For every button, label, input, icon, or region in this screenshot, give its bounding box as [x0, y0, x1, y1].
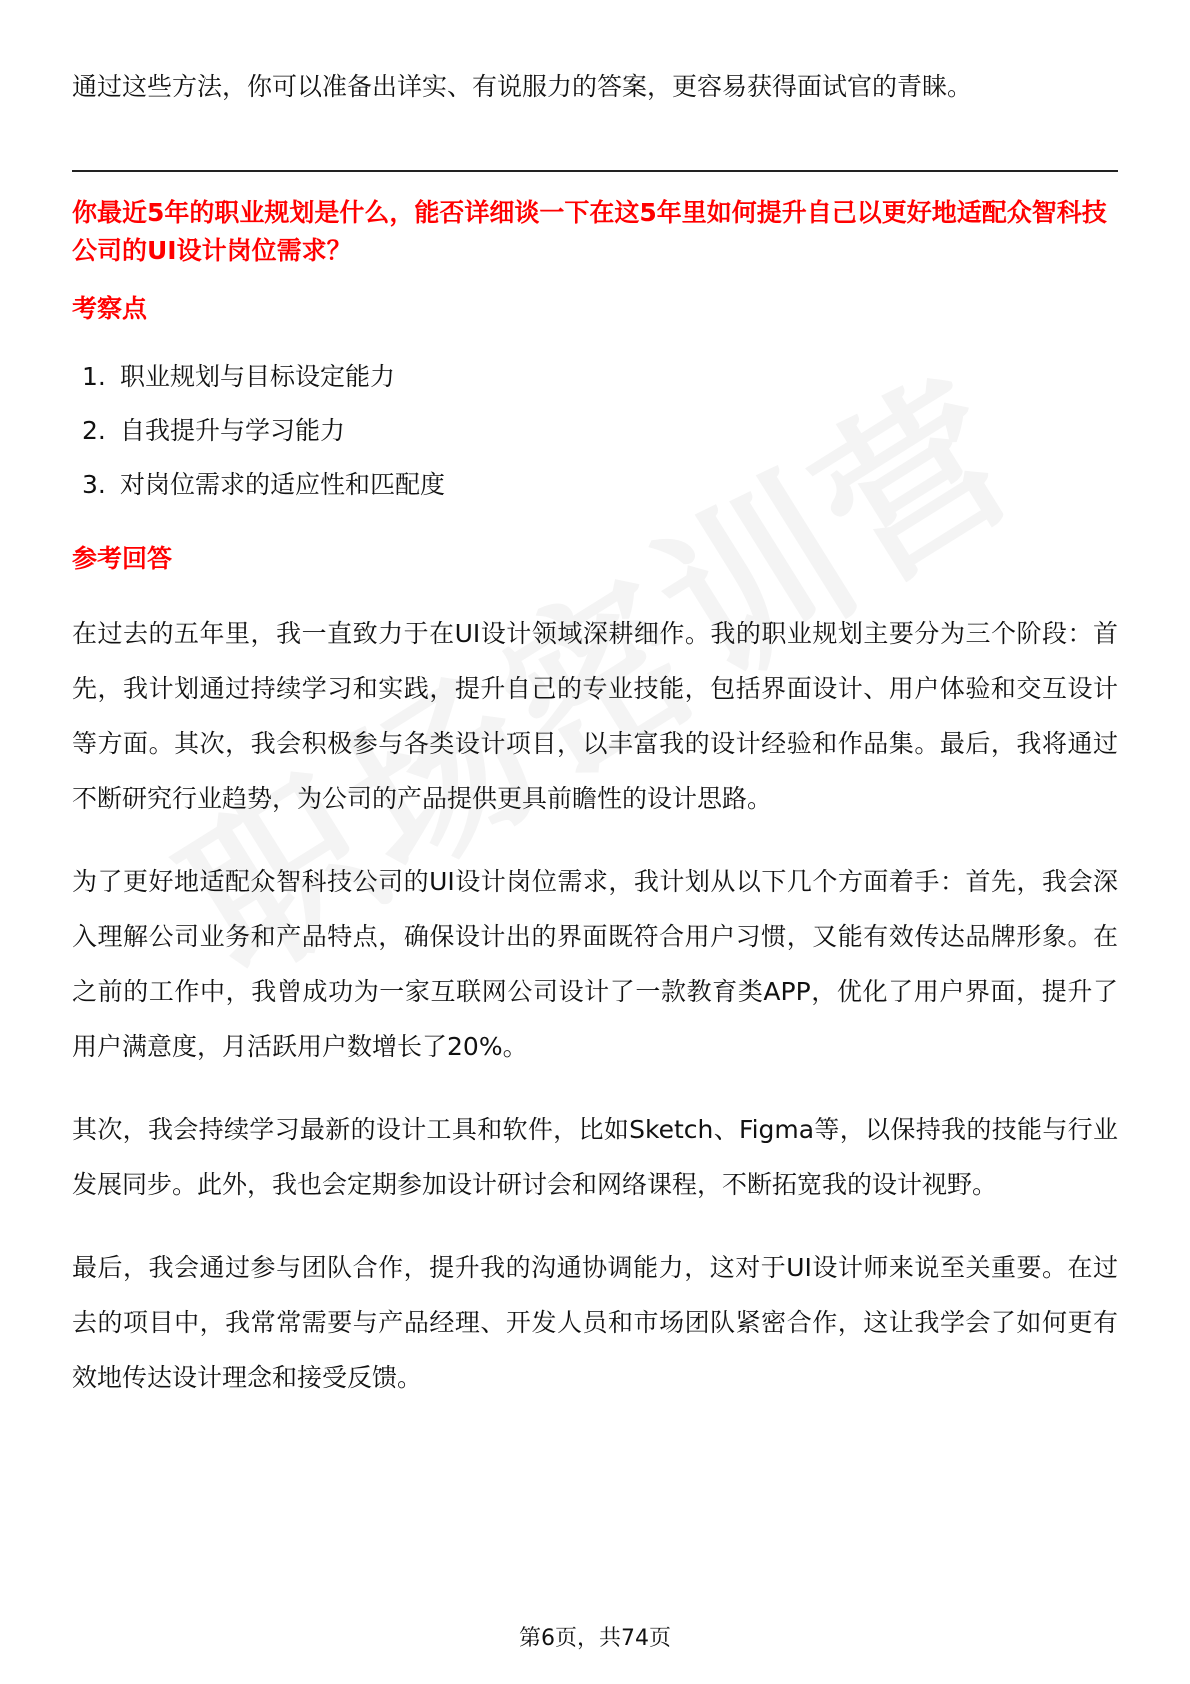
question-heading: 你最近5年的职业规划是什么，能否详细谈一下在这5年里如何提升自己以更好地适配众智科技公司的UI设计岗位需求？: [72, 198, 1107, 265]
key-points-list: [72, 350, 1118, 512]
list-number: 3.: [82, 470, 106, 499]
answer-paragraph-3: [72, 1102, 1118, 1212]
answer-paragraph-2: [72, 854, 1118, 1074]
page-footer: 第6页，共74页: [519, 1626, 671, 1651]
key-points-title: 考察点: [72, 294, 148, 323]
list-number: 1.: [82, 362, 106, 391]
list-text: 对岗位需求的适应性和匹配度: [120, 470, 446, 499]
intro-paragraph: 通过这些方法，你可以准备出详实、有说服力的答案，更容易获得面试官的青睐。: [72, 72, 973, 101]
answer-text: 其次，我会持续学习最新的设计工具和软件，比如Sketch、Figma等，以保持我的技能与行业发展同步。此外，我也会定期参加设计研讨会和网络课程，不断拓宽我的设计视野。: [72, 1115, 1118, 1199]
document-content: [72, 60, 1118, 1405]
answer-text: 最后，我会通过参与团队合作，提升我的沟通协调能力，这对于UI设计师来说至关重要。在过去的项目中，我常常需要与产品经理、开发人员和市场团队紧密合作，这让我学会了如何更有效地传达设计理念和接受反馈。: [72, 1253, 1118, 1392]
list-number: 2.: [82, 416, 106, 445]
section-divider: [72, 170, 1118, 172]
list-text: 自我提升与学习能力: [120, 416, 346, 445]
key-point-item: [72, 404, 1118, 458]
answer-text: 在过去的五年里，我一直致力于在UI设计领域深耕细作。我的职业规划主要分为三个阶段：首先，我计划通过持续学习和实践，提升自己的专业技能，包括界面设计、用户体验和交互设计等方面。其次，我会积极参与各类设计项目，以丰富我的设计经验和作品集。最后，我将通过不断研究行业趋势，为公司的产品提供更具前瞻性的设计思路。: [72, 619, 1118, 813]
answer-paragraph-4: [72, 1240, 1118, 1405]
list-text: 职业规划与目标设定能力: [120, 362, 396, 391]
answer-paragraph-1: [72, 606, 1118, 826]
key-point-item: [72, 458, 1118, 512]
answer-text: 为了更好地适配众智科技公司的UI设计岗位需求，我计划从以下几个方面着手：首先，我会深入理解公司业务和产品特点，确保设计出的界面既符合用户习惯，又能有效传达品牌形象。在之前的工作中，我曾成功为一家互联网公司设计了一款教育类APP，优化了用户界面，提升了用户满意度，月活跃用户数增长了20%。: [72, 867, 1118, 1061]
key-point-item: [72, 350, 1118, 404]
answer-title: 参考回答: [72, 544, 173, 573]
